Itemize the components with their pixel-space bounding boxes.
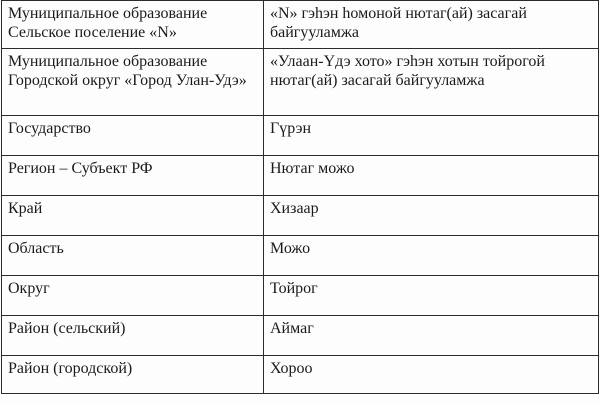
russian-term-cell bbox=[2, 116, 264, 156]
russian-term-cell bbox=[2, 156, 264, 196]
russian-term-cell bbox=[2, 49, 264, 116]
buryat-term-cell bbox=[264, 356, 599, 394]
russian-term: Муниципальное образование Сельское поселение «N» bbox=[8, 5, 208, 41]
buryat-term-cell bbox=[264, 196, 599, 236]
buryat-term-cell bbox=[264, 316, 599, 356]
russian-term: Область bbox=[8, 240, 64, 257]
buryat-term: Хизаар bbox=[270, 200, 319, 217]
buryat-term: Можо bbox=[270, 240, 311, 257]
buryat-term: Хороо bbox=[270, 360, 313, 377]
table-row bbox=[2, 236, 599, 276]
russian-term: Регион – Субъект РФ bbox=[8, 160, 153, 177]
russian-term-cell bbox=[2, 1, 264, 49]
table-row bbox=[2, 49, 599, 116]
buryat-term-cell bbox=[264, 276, 599, 316]
russian-term-cell bbox=[2, 276, 264, 316]
russian-term: Район (городской) bbox=[8, 360, 133, 377]
russian-term: Государство bbox=[8, 120, 91, 137]
table-row bbox=[2, 116, 599, 156]
russian-term-cell bbox=[2, 316, 264, 356]
russian-term-cell bbox=[2, 356, 264, 394]
table-row bbox=[2, 316, 599, 356]
table-row bbox=[2, 156, 599, 196]
buryat-term-cell bbox=[264, 1, 599, 49]
buryat-term: Гүрэн bbox=[270, 120, 312, 137]
table-row bbox=[2, 1, 599, 49]
buryat-term: «N» гэһэн hомоной нютаг(ай) засагай байгууламжа bbox=[270, 5, 527, 41]
buryat-term: Аймаг bbox=[270, 320, 314, 337]
russian-term-cell bbox=[2, 196, 264, 236]
russian-term: Район (сельский) bbox=[8, 320, 126, 337]
table-row bbox=[2, 356, 599, 394]
buryat-term-cell bbox=[264, 116, 599, 156]
buryat-term: Тойрог bbox=[270, 280, 318, 297]
russian-term-cell bbox=[2, 236, 264, 276]
buryat-term-cell bbox=[264, 236, 599, 276]
russian-term: Муниципальное образование Городской округ «Город Улан-Удэ» bbox=[8, 53, 247, 89]
buryat-term-cell bbox=[264, 49, 599, 116]
table-row bbox=[2, 276, 599, 316]
buryat-term-cell bbox=[264, 156, 599, 196]
russian-term: Край bbox=[8, 200, 43, 217]
table-row bbox=[2, 196, 599, 236]
buryat-term: «Улаан-Үдэ хото» гэһэн хотын тойрогой нютаг(ай) засагай байгууламжа bbox=[270, 53, 545, 89]
buryat-term: Нютаг можо bbox=[270, 160, 355, 177]
russian-term: Округ bbox=[8, 280, 50, 297]
terminology-table bbox=[1, 0, 599, 394]
